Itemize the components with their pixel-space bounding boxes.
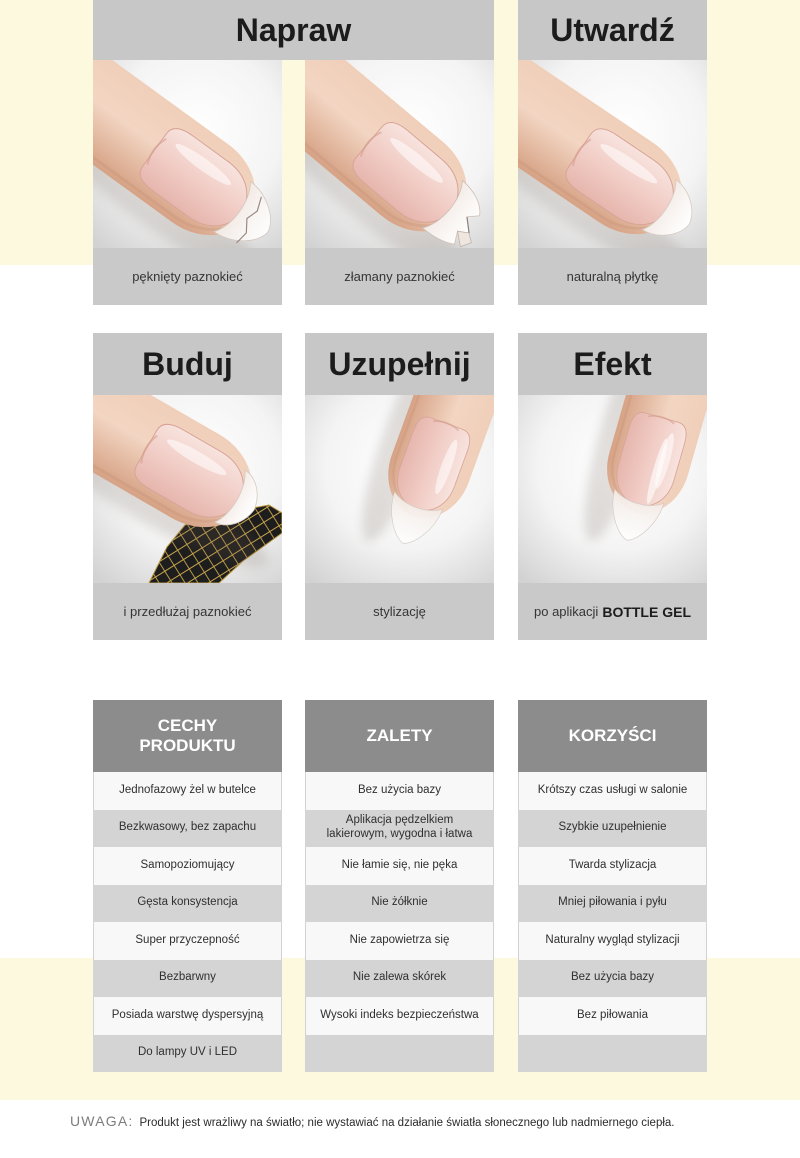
final-effect-photo — [518, 395, 707, 583]
feature-row: Do lampy UV i LED — [93, 1035, 282, 1073]
advantage-row: Nie łamie się, nie pęka — [305, 847, 494, 885]
empty-row — [518, 1035, 707, 1073]
table-benefits — [518, 700, 707, 1072]
caption-text: naturalną płytkę — [566, 269, 659, 284]
header-buduj — [93, 333, 282, 395]
feature-row: Samopoziomujący — [93, 847, 282, 885]
table-header-advantages — [305, 700, 494, 772]
feature-row: Jednofazowy żel w butelce — [93, 772, 282, 810]
benefit-row: Bez użycia bazy — [518, 960, 707, 998]
caption-build — [93, 583, 282, 640]
benefit-row: Twarda stylizacja — [518, 847, 707, 885]
empty-row — [305, 1035, 494, 1073]
advantage-row: Nie zapowietrza się — [305, 922, 494, 960]
footer-notice — [70, 1113, 675, 1129]
table-title: ZALETY — [366, 726, 433, 746]
advantage-row: Nie zalewa skórek — [305, 960, 494, 998]
caption-natural-nail — [518, 248, 707, 305]
benefit-row: Naturalny wygląd stylizacji — [518, 922, 707, 960]
footer-label: UWAGA: — [70, 1113, 134, 1129]
header-utwardz — [518, 0, 707, 60]
table-header-features — [93, 700, 282, 772]
header-efekt-label: Efekt — [573, 345, 652, 382]
table-title: KORZYŚCI — [568, 726, 657, 746]
advantage-row: Aplikacja pędzelkiem lakierowym, wygodna i łatwa — [305, 810, 494, 848]
feature-row: Bezbarwny — [93, 960, 282, 998]
header-utwardz-label: Utwardź — [550, 11, 675, 48]
advantage-row: Wysoki indeks bezpieczeństwa — [305, 997, 494, 1035]
caption-text: złamany paznokieć — [344, 269, 455, 284]
header-napraw — [93, 0, 494, 60]
nail-form-build-photo — [93, 395, 282, 583]
feature-row: Bezkwasowy, bez zapachu — [93, 810, 282, 848]
caption-text: pęknięty paznokieć — [132, 269, 243, 284]
header-uzupelnij — [305, 333, 494, 395]
table-product-features — [93, 700, 282, 1072]
advantage-row: Nie żółknie — [305, 885, 494, 923]
caption-refill — [305, 583, 494, 640]
caption-text: stylizację — [373, 604, 426, 619]
caption-brand: BOTTLE GEL — [602, 603, 691, 620]
benefit-row: Krótszy czas usługi w salonie — [518, 772, 707, 810]
broken-nail-photo — [305, 60, 494, 248]
table-title: CECHY PRODUKTU — [139, 716, 236, 755]
header-efekt — [518, 333, 707, 395]
benefit-row: Szybkie uzupełnienie — [518, 810, 707, 848]
cracked-nail-photo — [93, 60, 282, 248]
benefit-row: Mniej piłowania i pyłu — [518, 885, 707, 923]
benefit-row: Bez piłowania — [518, 997, 707, 1035]
header-napraw-label: Napraw — [235, 11, 352, 48]
caption-effect — [518, 583, 707, 640]
caption-broken-nail — [305, 248, 494, 305]
caption-cracked-nail — [93, 248, 282, 305]
advantage-row: Bez użycia bazy — [305, 772, 494, 810]
feature-row: Gęsta konsystencja — [93, 885, 282, 923]
refill-styling-photo — [305, 395, 494, 583]
footer-text: Produkt jest wrażliwy na światło; nie wystawiać na działanie światła słonecznego lub nadmiernego ciepła. — [139, 1117, 675, 1129]
header-buduj-label: Buduj — [142, 345, 233, 382]
header-uzupelnij-label: Uzupełnij — [328, 345, 471, 382]
table-advantages — [305, 700, 494, 1072]
natural-nail-photo — [518, 60, 707, 248]
caption-text: i przedłużaj paznokieć — [123, 604, 252, 619]
feature-row: Super przyczepność — [93, 922, 282, 960]
table-header-benefits — [518, 700, 707, 772]
caption-prefix: po aplikacji — [534, 604, 599, 619]
feature-row: Posiada warstwę dyspersyjną — [93, 997, 282, 1035]
